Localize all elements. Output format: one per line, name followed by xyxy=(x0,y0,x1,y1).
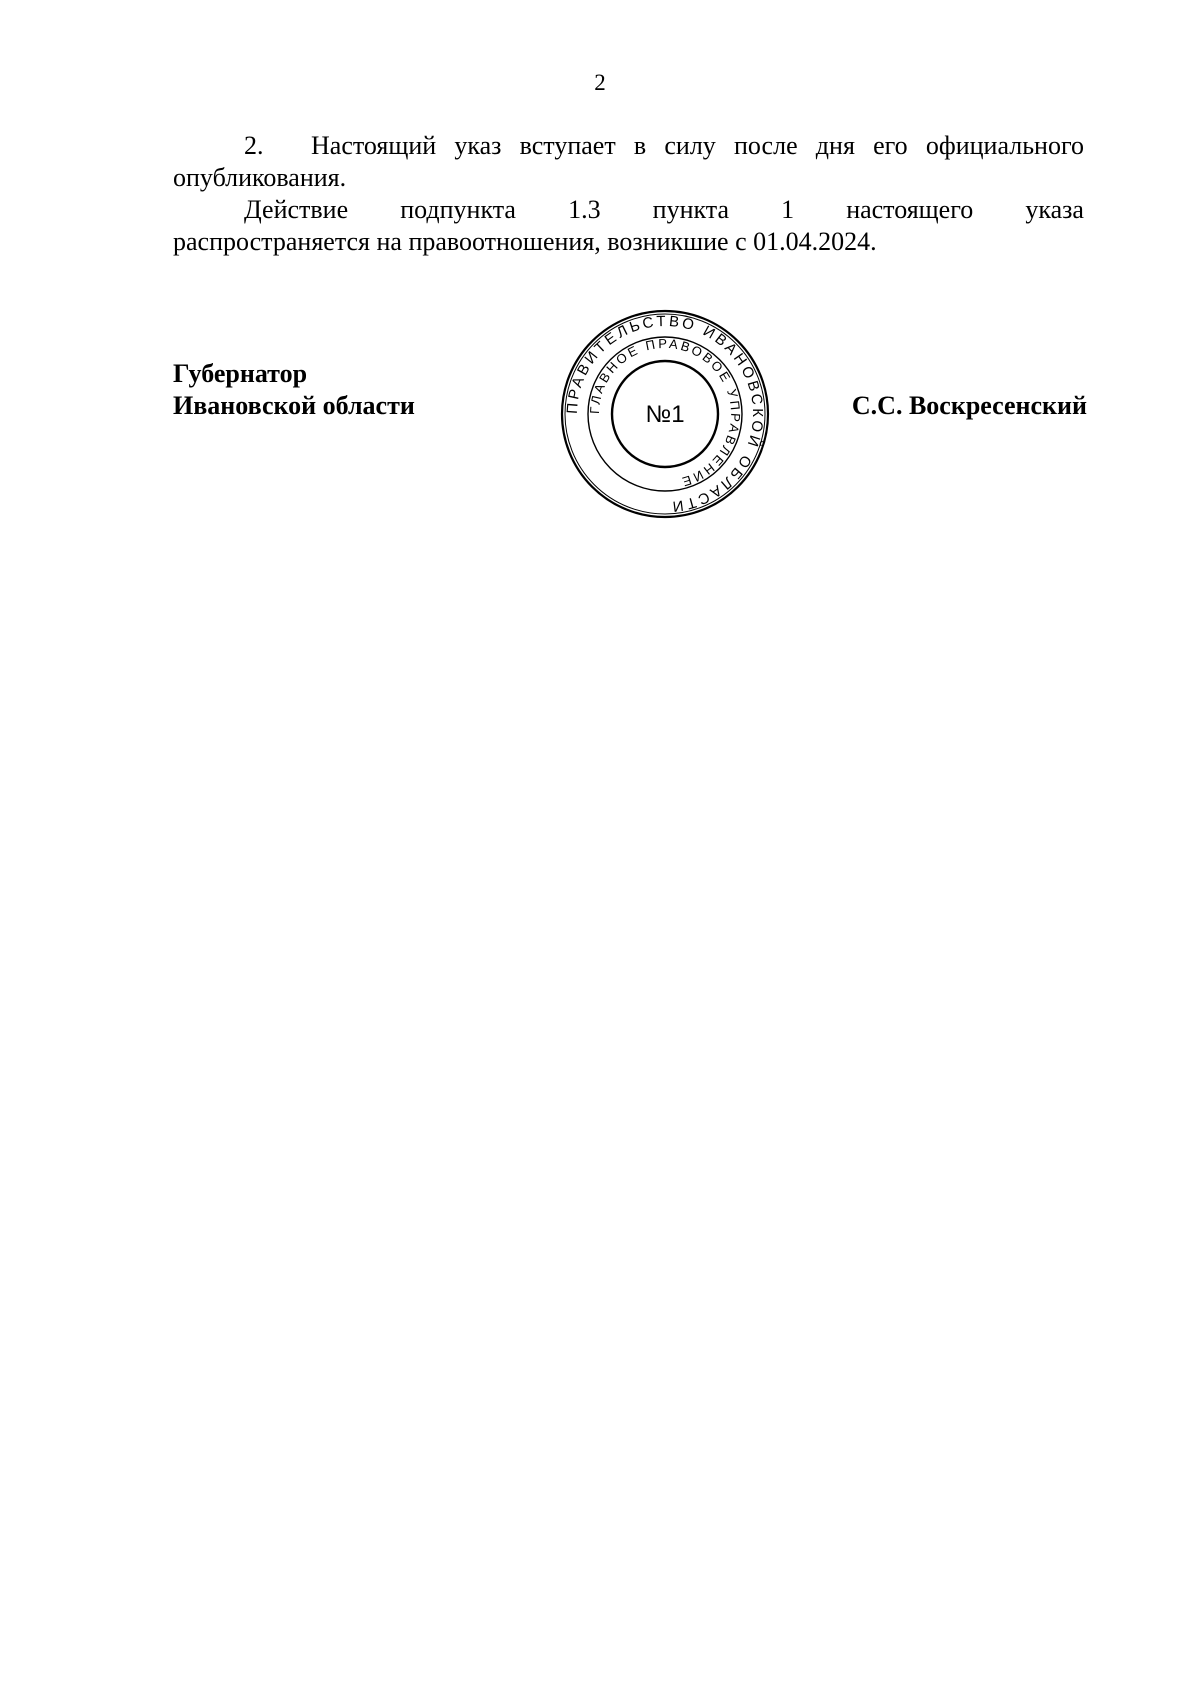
signer-title-line-2: Ивановской области xyxy=(173,391,415,420)
signer-title xyxy=(173,358,415,422)
word: подпункта xyxy=(400,195,516,224)
word: Действие xyxy=(244,195,349,224)
document-body xyxy=(173,130,1084,258)
seal-outer-text: ПРАВИТЕЛЬСТВО ИВАНОВСКОЙ ОБЛАСТИ xyxy=(563,312,767,516)
seal-icon xyxy=(558,308,772,520)
official-seal-stamp xyxy=(558,308,772,520)
word: указа xyxy=(1025,195,1084,224)
word: пункта xyxy=(652,195,729,224)
paragraph-number: 2. xyxy=(244,131,264,160)
paragraph-2-text: Настоящий указ вступает в силу после дня его официального опубликования. xyxy=(173,131,1084,192)
word: 1.3 xyxy=(568,195,601,224)
word: 1 xyxy=(781,195,795,224)
signer-title-line-1: Губернатор xyxy=(173,359,308,388)
signer-name: С.С. Воскресенский xyxy=(851,391,1087,420)
seal-center-text: №1 xyxy=(645,401,685,428)
paragraph-2 xyxy=(173,130,1084,194)
paragraph-3-continuation: распространяется на правоотношения, возникшие с 01.04.2024. xyxy=(173,227,877,256)
word: настоящего xyxy=(846,195,974,224)
seal-inner-text: ГЛАВНОЕ ПРАВОВОЕ УПРАВЛЕНИЕ xyxy=(586,335,744,491)
page-number: 2 xyxy=(594,70,606,95)
paragraph-3-first-line xyxy=(173,194,1084,226)
